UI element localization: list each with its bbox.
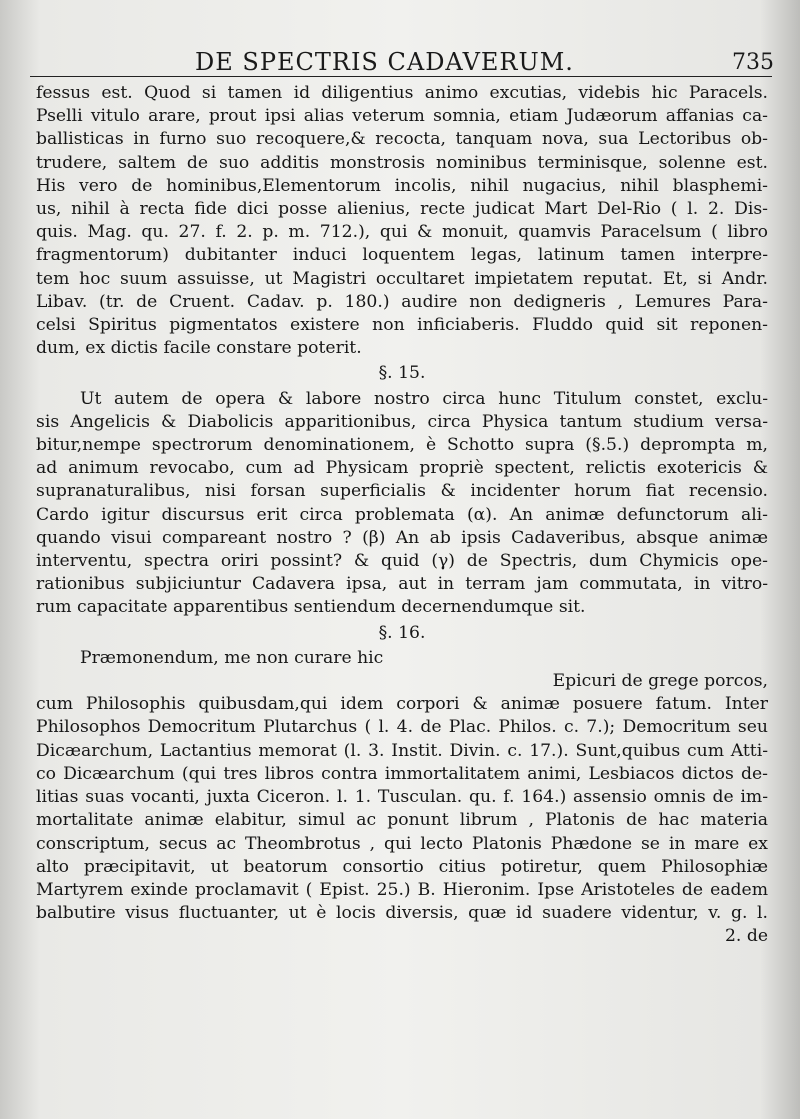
text-line: Cardo igitur discursus erit circa problemata (α). An animæ defunctorum ali- (36, 504, 768, 525)
text-line: celsi Spiritus pigmentatos existere non inficiaberis. Fluddo quid sit reponen- (36, 315, 768, 336)
body-text (36, 82, 768, 949)
text-line: rationibus subjiciuntur Cadavera ipsa, aut in terram jam commutata, in vitro- (36, 574, 768, 595)
text-line: fragmentorum) dubitanter induci loquentem legas, latinum tamen interpre- (36, 245, 768, 266)
text-line: ad animum revocabo, cum ad Physicam propriè spectent, relictis exotericis & (36, 458, 768, 479)
text-line: Ut autem de opera & labore nostro circa hunc Titulum constet, exclu- (80, 388, 768, 409)
section-heading-16: §. 16. (378, 622, 426, 643)
text-line: sis Angelicis & Diabolicis apparitionibus, circa Physica tantum studium versa- (36, 411, 768, 432)
text-line: co Dicæarchum (qui tres libros contra immortalitatem animi, Lesbiacos dictos de- (36, 763, 768, 784)
text-line: mortalitate animæ elabitur, simul ac ponunt librum , Platonis de hac materia (36, 810, 768, 831)
text-line: Pselli vitulo arare, prout ipsi alias veterum somnia, etiam Judæorum affanias ca- (36, 106, 768, 127)
text-line: supranaturalibus, nisi forsan superficialis & incidenter horum fiat recensio. (36, 481, 768, 502)
catchword: 2. de (724, 926, 768, 947)
text-line: Dicæarchum, Lactantius memorat (l. 3. Instit. Divin. c. 17.). Sunt,quibus cum Atti- (36, 740, 768, 761)
text-line: dum, ex dictis facile constare poterit. (36, 338, 362, 359)
text-line: rum capacitate apparentibus sentiendum decernendumque sit. (36, 597, 586, 618)
text-line: balbutire visus fluctuanter, ut è locis diversis, quæ id suadere videntur, v. g. l. (36, 903, 768, 924)
text-line: litias suas vocanti, juxta Ciceron. l. 1. Tusculan. qu. f. 164.) assensio omnis de im- (36, 787, 768, 808)
section-heading-15: §. 15. (378, 363, 426, 384)
header-rule (30, 76, 772, 77)
text-line: tem hoc suum assuisse, ut Magistri occultaret impietatem reputat. Et, si Andr. (36, 268, 768, 289)
page-header (0, 44, 800, 80)
text-line: Præmonendum, me non curare hic (80, 647, 384, 668)
text-line: bitur,nempe spectrorum denominationem, è Schotto supra (§.5.) deprompta m, (36, 435, 768, 456)
verse-quote: Epicuri de grege porcos, (552, 671, 768, 692)
page-number: 735 (732, 50, 774, 75)
text-line: quis. Mag. qu. 27. f. 2. p. m. 712.), qui & monuit, quamvis Paracelsum ( libro (36, 222, 768, 243)
text-line: interventu, spectra oriri possint? & quid (γ) de Spectris, dum Chymicis ope- (36, 551, 768, 572)
text-line: trudere, saltem de suo additis monstrosis nominibus terminisque, solenne est. (36, 152, 768, 173)
text-line: Martyrem exinde proclamavit ( Epist. 25.) B. Hieronim. Ipse Aristoteles de eadem (36, 879, 768, 900)
running-title: DE SPECTRIS CADAVERUM. (195, 48, 574, 76)
text-line: Philosophos Democritum Plutarchus ( l. 4. de Plac. Philos. c. 7.); Democritum seu (36, 717, 768, 738)
text-line: cum Philosophis quibusdam,qui idem corpori & animæ posuere fatum. Inter (36, 694, 768, 715)
text-line: us, nihil à recta fide dici posse alienius, recte judicat Mart Del-Rio ( l. 2. Dis- (36, 199, 768, 220)
text-line: Libav. (tr. de Cruent. Cadav. p. 180.) audire non dedigneris , Lemures Para- (36, 291, 768, 312)
text-line: conscriptum, secus ac Theombrotus , qui lecto Platonis Phædone se in mare ex (36, 833, 768, 854)
text-line: fessus est. Quod si tamen id diligentius animo excutias, videbis hic Paracels. (36, 83, 768, 103)
text-line: quando visui compareant nostro ? (β) An ab ipsis Cadaveribus, absque animæ (36, 527, 768, 548)
text-line: alto præcipitavit, ut beatorum consortio citius potiretur, quem Philosophiæ (36, 856, 768, 877)
text-line: His vero de hominibus,Elementorum incolis, nihil nugacius, nihil blasphemi- (36, 175, 768, 196)
text-line: ballisticas in furno suo recoquere,& recocta, tanquam nova, sua Lectoribus ob- (36, 129, 768, 150)
